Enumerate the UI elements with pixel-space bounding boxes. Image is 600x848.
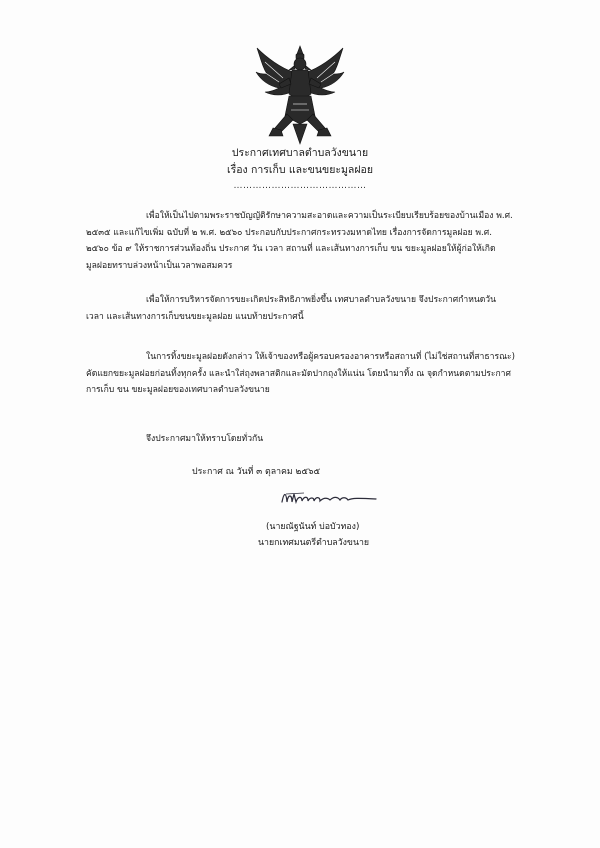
signer-name: (นายณัฐนันท์ บ่อบัวทอง) xyxy=(266,522,360,532)
paragraph-4-text: จึงประกาศมาให้ทราบโดยทั่วกัน xyxy=(146,434,264,444)
paragraph-2-text: เพื่อให้การบริหารจัดการขยะเกิดประสิทธิภาพยิ่งขึ้น เทศบาลตำบลวังขนาย จึงประกาศกำหนดวัน เวลา และเส้นทางการเก็บขนขยะมูลฝอย แนบท้ายประกาศนี้ xyxy=(86,295,497,322)
paragraph-1 xyxy=(86,208,516,274)
paragraph-4 xyxy=(86,431,516,448)
paragraph-3 xyxy=(86,349,516,399)
document-title: ประกาศเทศบาลตำบลวังขนาย xyxy=(231,147,369,159)
document-subject: เรื่อง การเก็บ และขนขยะมูลฝอย xyxy=(227,164,373,176)
announcement-date: ประกาศ ณ วันที่ ๓ ตุลาคม ๒๕๖๕ xyxy=(192,467,321,477)
paragraph-2 xyxy=(86,292,516,325)
handwritten-signature xyxy=(280,488,380,508)
garuda-emblem-icon xyxy=(253,44,347,148)
paragraph-1-text: เพื่อให้เป็นไปตามพระราชบัญญัติรักษาความสะอาดและความเป็นระเบียบเรียบร้อยของบ้านเมือง พ.ศ. ๒๕๓๕ และแก้ไขเพิ่ม ฉบับที่ ๒ พ.ศ. ๒๕๖๐ ประกอบกับประกาศกระทรวงมหาดไทย เรื่องการจัดการมูลฝอย พ.ศ. ๒๕๖๐ ข้อ ๙ ให้ราชการส่วนท้องถิ่น ประกาศ วัน เวลา สถานที่ และเส้นทางการเก็บ ขน ขยะมูลฝอยให้ผู้ก่อให้เกิดมูลฝอยทราบล่วงหน้าเป็นเวลาพอสมควร xyxy=(86,211,513,271)
title-separator: …………………………………… xyxy=(233,181,367,191)
paragraph-3-text: ในการทิ้งขยะมูลฝอยดังกล่าว ให้เจ้าของหรือผู้ครอบครองอาคารหรือสถานที่ (ไม่ใช่สถานที่สาธารณะ) คัดแยกขยะมูลฝอยก่อนทิ้งทุกครั้ง และนำใส่ถุงพลาสติกและมัดปากถุงให้แน่น โดยนำมาทิ้ง ณ จุดกำหนดตามประกาศการเก็บ ขน ขยะมูลฝอยของเทศบาลตำบลวังขนาย xyxy=(86,352,516,395)
signer-title: นายกเทศมนตรีตำบลวังขนาย xyxy=(258,538,370,548)
